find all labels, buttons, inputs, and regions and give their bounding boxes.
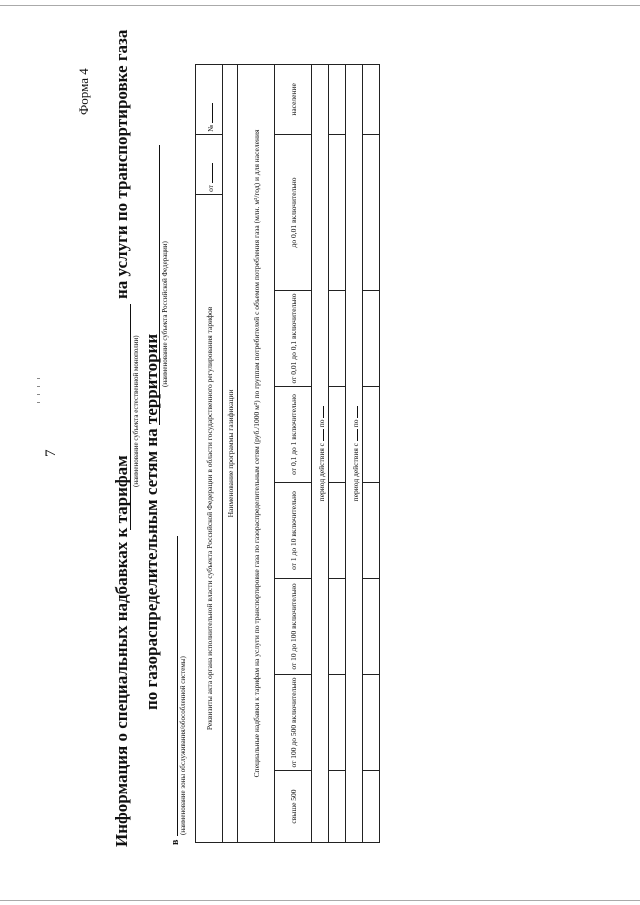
program-name-cell: Наименование программы газификации [223, 64, 238, 842]
group-header: от 1 до 10 включительно [275, 483, 312, 579]
data-cell [363, 675, 380, 771]
period-from-blank [349, 429, 358, 441]
data-cell [329, 579, 346, 675]
data-cell [363, 291, 380, 387]
group-header: население [275, 64, 312, 134]
data-cell [363, 387, 380, 483]
from-blank [204, 163, 213, 183]
data-cell [329, 64, 346, 134]
group-header: от 0,1 до 1 включительно [275, 387, 312, 483]
data-cell [329, 387, 346, 483]
data-cell [363, 483, 380, 579]
period-to-blank [349, 406, 358, 418]
period-row [312, 64, 329, 842]
title-line1-start: Информация о специальных надбавках к тарифам [112, 455, 131, 847]
group-header: от 10 до 100 включительно [275, 579, 312, 675]
form-label: Форма 4 [76, 68, 91, 115]
caption-monopoly: (наименование субъекта естественной монополии) [132, 335, 140, 487]
group-header: свыше 500 [275, 771, 312, 843]
period-to-label: по [316, 419, 326, 428]
data-cell [363, 579, 380, 675]
subject-blank-line [159, 145, 160, 425]
title-line2: по газораспределительным сетям на территории [142, 333, 161, 710]
data-cell [329, 771, 346, 843]
period-to-blank [315, 406, 324, 418]
zone-blank-line [177, 536, 178, 836]
data-cell [363, 134, 380, 290]
data-cell [329, 134, 346, 290]
page-number: 7 [43, 449, 59, 457]
data-cell [329, 483, 346, 579]
period-from-label: период действия с [316, 443, 326, 502]
number-cell [196, 64, 223, 134]
tariff-form-table [195, 64, 380, 843]
from-cell [196, 134, 223, 194]
data-cell [329, 291, 346, 387]
number-label: № [205, 124, 215, 132]
period-from-label: период действия с [350, 443, 360, 502]
period-from-blank [315, 429, 324, 441]
requisites-cell: Реквизиты акта органа исполнительной власти субъекта Российской Федерации в области государственного регулирования тарифов [196, 194, 223, 842]
from-label: от [205, 184, 215, 192]
period-row [346, 64, 363, 842]
group-header: до 0,01 включительно [275, 134, 312, 290]
monopoly-blank-line [130, 304, 131, 530]
period-to-label: по [350, 419, 360, 428]
data-cell [363, 771, 380, 843]
prefix-v: в [170, 839, 181, 845]
group-header: от 0,01 до 0,1 включительно [275, 291, 312, 387]
special-header-cell: Специальные надбавки к тарифам на услуги по транспортировке газа по газораспределительным сетям (руб./1000 м³) по группам потребителей с объемом потребления газа (млн. м³/год) и для населения [238, 64, 275, 842]
number-blank [204, 103, 213, 123]
caption-subject: (наименование субъекта Российской Федерации) [161, 241, 169, 387]
caption-zone: (наименование зоны обслуживания/обособленной системы) [179, 656, 187, 835]
title-line1-end: на услуги по транспортировке газа [112, 29, 131, 299]
data-cell [363, 64, 380, 134]
data-cell [329, 675, 346, 771]
group-header: от 100 до 500 включительно [275, 675, 312, 771]
